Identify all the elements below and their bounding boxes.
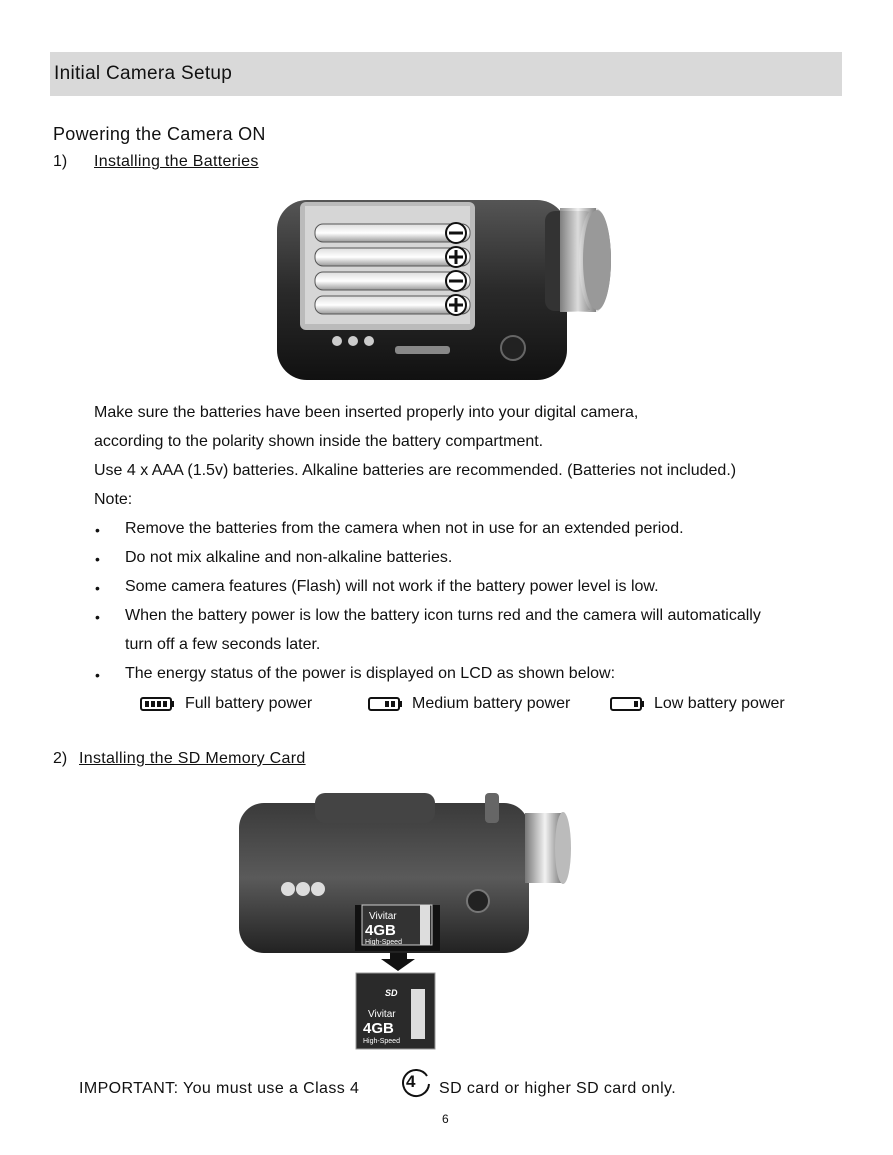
svg-text:High-Speed: High-Speed bbox=[363, 1038, 400, 1045]
note-item-3: Some camera features (Flash) will not work if the battery power level is low. bbox=[125, 578, 659, 595]
bullet-glyph: • bbox=[95, 667, 100, 683]
note-item-4-continued: turn off a few seconds later. bbox=[125, 636, 321, 653]
note-item-1: Remove the batteries from the camera when not in use for an extended period. bbox=[125, 520, 684, 537]
sd-card-inserted bbox=[362, 905, 432, 946]
section-title: Powering the Camera ON bbox=[53, 124, 266, 144]
svg-text:SD: SD bbox=[385, 988, 398, 998]
battery-low-label: Low battery power bbox=[654, 695, 785, 712]
battery-low-icon bbox=[610, 696, 646, 712]
battery-instruction-line-1: Make sure the batteries have been inserted properly into your digital camera, bbox=[94, 404, 639, 421]
note-item-4: When the battery power is low the battery icon turns red and the camera will automatically bbox=[125, 607, 761, 624]
svg-text:4GB: 4GB bbox=[363, 1020, 394, 1037]
note-item-5: The energy status of the power is displayed on LCD as shown below: bbox=[125, 665, 616, 682]
battery-instruction-line-2: according to the polarity shown inside the battery compartment. bbox=[94, 433, 544, 450]
battery-medium-icon bbox=[368, 696, 404, 712]
step2-number: 2) bbox=[53, 750, 68, 767]
sd-class-4-icon bbox=[397, 1066, 433, 1098]
sd-card bbox=[356, 973, 435, 1049]
battery-medium-label: Medium battery power bbox=[412, 695, 571, 712]
page-number: 6 bbox=[442, 1112, 449, 1126]
camera-sd-card-photo bbox=[235, 793, 575, 1058]
battery-full-icon bbox=[140, 696, 176, 712]
step1-title: Installing the Batteries bbox=[94, 153, 259, 170]
page-heading: Initial Camera Setup bbox=[54, 63, 233, 84]
battery-instruction-line-3: Use 4 x AAA (1.5v) batteries. Alkaline batteries are recommended. (Batteries not included.) bbox=[94, 462, 737, 479]
svg-text:Vivitar: Vivitar bbox=[369, 911, 397, 922]
battery-full-label: Full battery power bbox=[185, 695, 313, 712]
svg-text:Vivitar: Vivitar bbox=[368, 1009, 396, 1020]
note-item-2: Do not mix alkaline and non-alkaline batteries. bbox=[125, 549, 453, 566]
camera-battery-photo bbox=[275, 196, 615, 386]
section-header-bar bbox=[50, 52, 842, 96]
bullet-glyph: • bbox=[95, 551, 100, 567]
important-text-before: IMPORTANT: You must use a Class 4 bbox=[79, 1080, 360, 1097]
svg-text:4: 4 bbox=[406, 1072, 416, 1091]
step1-number: 1) bbox=[53, 153, 68, 170]
bullet-glyph: • bbox=[95, 522, 100, 538]
note-label: Note: bbox=[94, 491, 133, 508]
important-text-after: SD card or higher SD card only. bbox=[439, 1080, 677, 1097]
svg-text:4GB: 4GB bbox=[365, 922, 396, 939]
bullet-glyph: • bbox=[95, 609, 100, 625]
step2-title: Installing the SD Memory Card bbox=[79, 750, 306, 767]
bullet-glyph: • bbox=[95, 580, 100, 596]
svg-text:High-Speed: High-Speed bbox=[365, 939, 402, 946]
